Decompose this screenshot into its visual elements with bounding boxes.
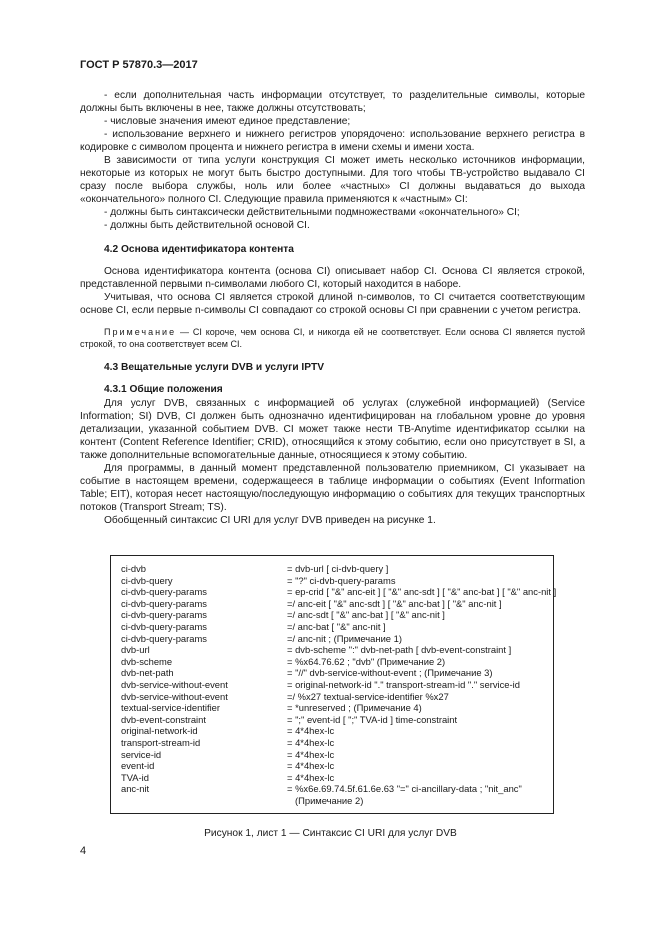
section-heading: 4.3 Вещательные услуги DVB и услуги IPTV (104, 362, 325, 373)
syntax-rule-name: dvb-service-without-event (121, 679, 228, 690)
syntax-rule-definition: =/ %x27 textual-service-identifier %x27 (287, 690, 449, 702)
subsection-heading: 4.3.1 Общие положения (104, 384, 223, 395)
syntax-rule-name: service-id (121, 748, 162, 760)
syntax-figure-box (110, 555, 557, 814)
syntax-rule-name: dvb-event-constraint (121, 713, 206, 725)
syntax-rule-definition: = %x64.76.62 ; "dvb" (Примечание 2) (287, 655, 446, 667)
syntax-rule-definition: = dvb-scheme ":" dvb-net-path [ dvb-event-constraint ] (287, 644, 512, 656)
paragraph: - использование верхнего и нижнего регистров упорядочено: использование верхнего регистра в кодировке с символом процента и нижнего регистра в имени схемы и имени хоста. (80, 129, 585, 153)
syntax-rule-definition: = dvb-url [ ci-dvb-query ] (287, 563, 389, 574)
paragraph: - числовые значения имеют единое представление; (104, 116, 351, 127)
syntax-rule-name: dvb-url (121, 644, 150, 656)
syntax-rule-definition: = %x6e.69.74.5f.61.6e.63 "=" ci-ancillary-data ; "nit_anc" (287, 783, 522, 795)
paragraph: Учитывая, что основа CI является строкой длиной n-символов, то CI считается соответствующим основе CI, если первые n-символы CI совпадают со строкой основы CI при сравнении с учетом регистра. (80, 292, 585, 316)
syntax-rule-name: anc-nit (121, 783, 150, 795)
syntax-rule-definition: (Примечание 2) (295, 795, 364, 806)
figure-caption: Рисунок 1, лист 1 — Синтаксис CI URI для услуг DVB (204, 828, 457, 839)
syntax-rule-definition: = "//" dvb-service-without-event ; (Примечание 3) (287, 667, 493, 679)
paragraph: Для услуг DVB, связанных с информацией об услугах (служебной информацией) (Service Information; SI) DVB, CI должен быть однозначно идентифицирован на глобальном уровне до уровня детализации, указанной событием DVB. CI может также нести TB-Anytime идентификатор ссылки на контент (Content Reference Identifier; CRID), относящийся к этому событию, если оно присутствует в SI, а также дополнительные вспомогательные данные, относящиеся к этому событию. (80, 398, 585, 461)
syntax-rule-name: transport-stream-id (121, 737, 201, 748)
syntax-rule-name: dvb-service-without-event (121, 690, 228, 702)
syntax-rule-definition: = "?" ci-dvb-query-params (287, 574, 396, 586)
syntax-rule-name: ci-dvb-query-params (121, 597, 207, 609)
page-number: 4 (80, 845, 87, 857)
syntax-rule-definition: = *unreserved ; (Примечание 4) (287, 702, 422, 714)
syntax-rule-definition: =/ anc-sdt [ "&" anc-bat ] [ "&" anc-nit ] (287, 609, 445, 621)
paragraph: Основа идентификатора контента (основа CI) описывает набор CI. Основа CI является строкой, представленной первыми n-символами любого CI, который находится в наборе. (80, 266, 585, 290)
document-header: ГОСТ Р 57870.3—2017 (80, 59, 198, 71)
paragraph: В зависимости от типа услуги конструкция CI может иметь несколько источников информации, некоторые из которых не могут быть быстро доступными. Для того чтобы ТВ-устройство выдавало CI сразу после выбора службы, ноль или более «частных» CI должны выдаваться до выхода «окончательного» полного CI. Следующие правила применяются к «частным» CI: (80, 155, 585, 205)
note (80, 326, 585, 350)
syntax-rule-name: event-id (121, 760, 155, 772)
syntax-rule-definition: =/ anc-bat [ "&" anc-nit ] (287, 621, 386, 632)
note-text: — CI короче, чем основа CI, и никогда ей не соответствует. Если основа CI является пустой строкой, то она соответствует всем CI. (80, 327, 585, 349)
document-body (80, 89, 585, 527)
note-label: Примечание (104, 327, 177, 337)
syntax-rule-definition: = 4*4hex-lc (287, 771, 335, 783)
syntax-rule-definition: = original-network-id "." transport-stream-id "." service-id (287, 679, 520, 690)
syntax-rule-name: ci-dvb-query-params (121, 621, 207, 632)
syntax-rule-definition: =/ anc-eit [ "&" anc-sdt ] [ "&" anc-bat ] [ "&" anc-nit ] (287, 597, 502, 609)
paragraph: - если дополнительная часть информации отсутствует, то разделительные символы, которые должны быть включены в нее, также должны отсутствовать; (80, 90, 585, 114)
syntax-rule-name: original-network-id (121, 725, 198, 737)
syntax-rule-definition: = 4*4hex-lc (287, 760, 335, 772)
syntax-rule-name: TVA-id (121, 771, 149, 783)
syntax-rule-name: ci-dvb-query-params (121, 609, 207, 621)
syntax-rule-name: dvb-scheme (121, 655, 173, 667)
syntax-rule-name: textual-service-identifier (121, 702, 220, 714)
syntax-rule-definition: = ep-crid [ "&" anc-eit ] [ "&" anc-sdt ] [ "&" anc-bat ] [ "&" anc-nit ] (287, 586, 557, 598)
section-heading: 4.2 Основа идентификатора контента (104, 244, 294, 255)
syntax-rule-name: ci-dvb-query-params (121, 632, 207, 644)
syntax-rule-definition: =/ anc-nit ; (Примечание 1) (287, 632, 402, 644)
paragraph: Обобщенный синтаксис CI URI для услуг DVB приведен на рисунке 1. (104, 515, 436, 526)
paragraph: - должны быть действительной основой CI. (104, 220, 310, 231)
paragraph: - должны быть синтаксически действительными подмножествами «окончательного» CI; (104, 207, 520, 218)
syntax-rule-name: ci-dvb (121, 563, 147, 574)
syntax-rule-definition: = 4*4hex-lc (287, 737, 335, 748)
paragraph: Для программы, в данный момент представленной пользователю приемником, CI указывает на событие в настоящем времени, содержащееся в таблице информации о событиях (Event Information Table; EIT), которая несет настоящую/последующую информацию о событиях для текущих транспортных потоков (Transport Stream; TS). (80, 463, 585, 513)
syntax-rule-definition: = ";" event-id [ ";" TVA-id ] time-constraint (287, 713, 458, 725)
syntax-rule-definition: = 4*4hex-lc (287, 748, 335, 760)
syntax-rule-definition: = 4*4hex-lc (287, 725, 335, 737)
syntax-rule-name: ci-dvb-query-params (121, 586, 207, 598)
syntax-rule-name: ci-dvb-query (121, 574, 173, 586)
syntax-rule-name: dvb-net-path (121, 667, 174, 679)
